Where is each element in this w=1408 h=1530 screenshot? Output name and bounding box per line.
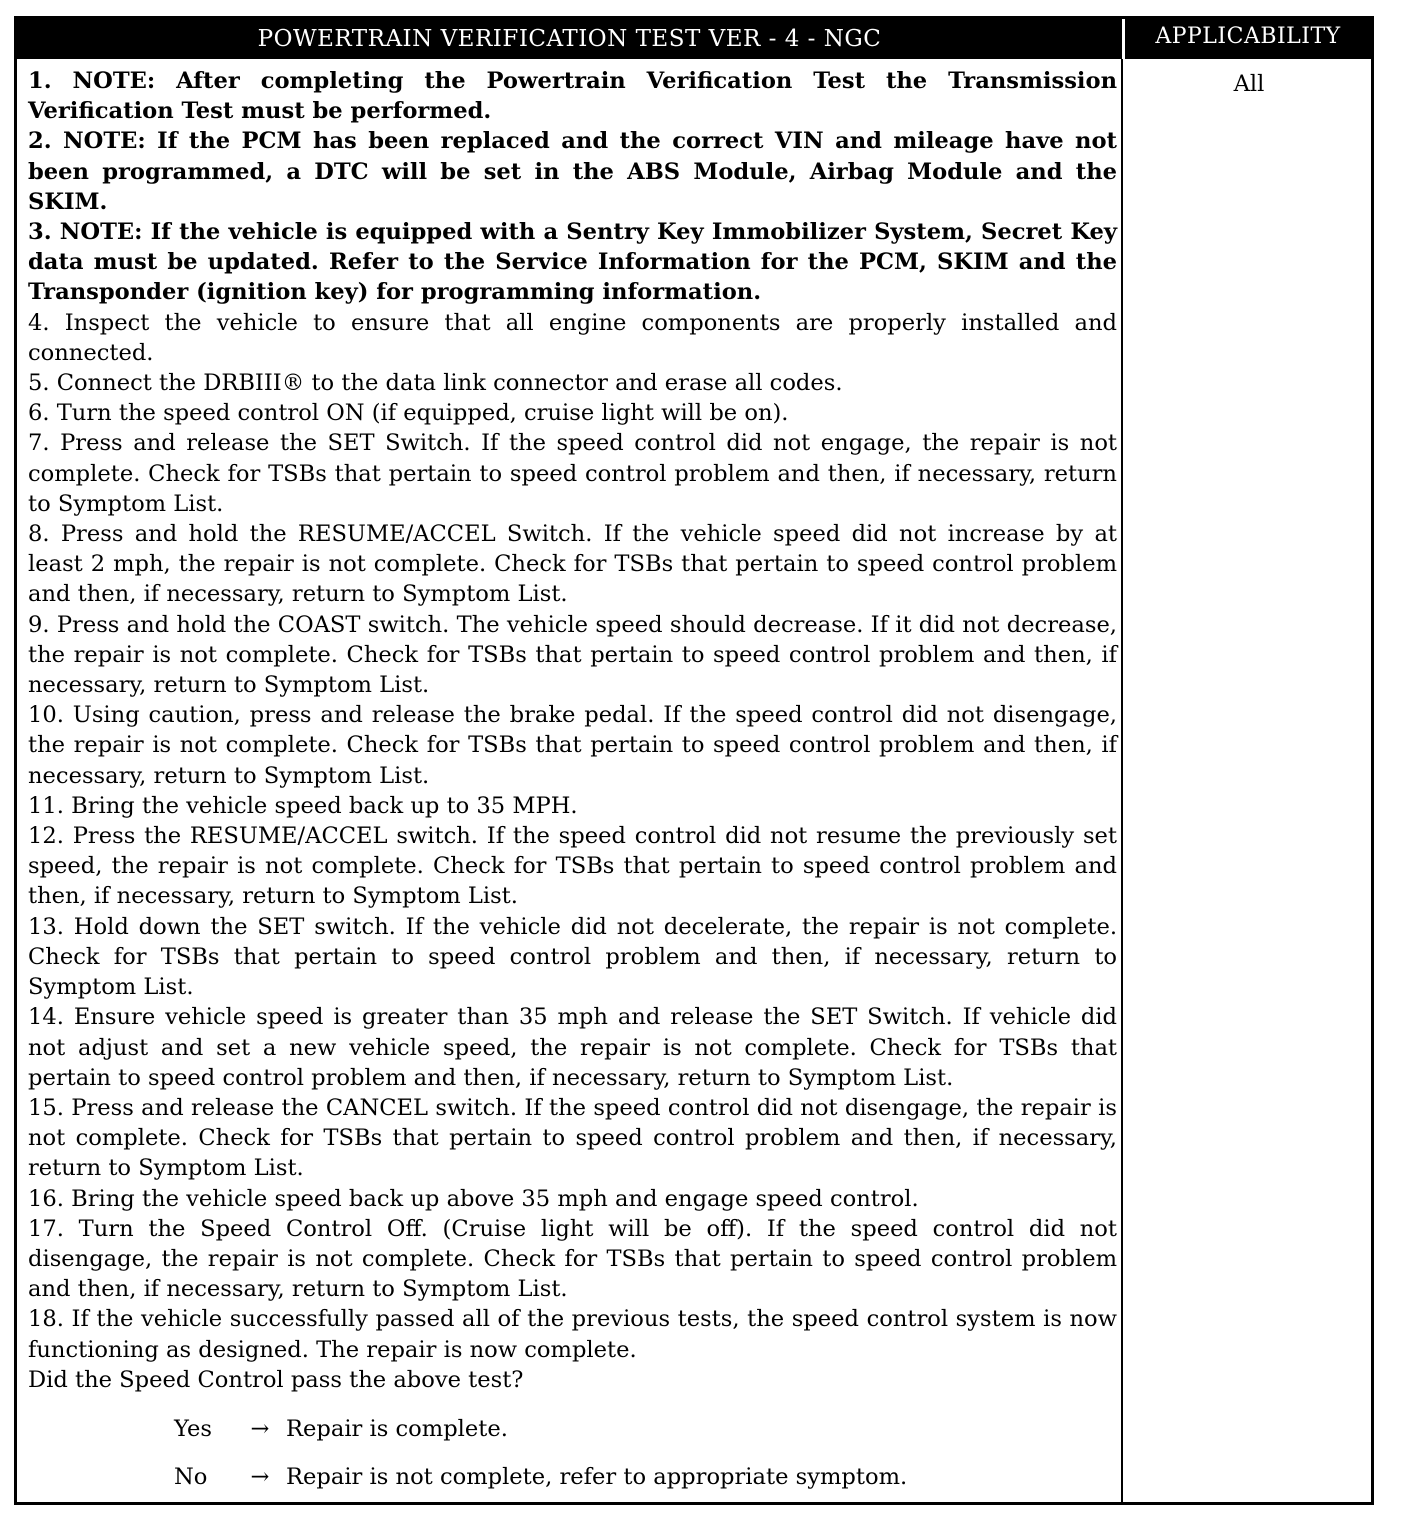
outcome-yes [28, 1405, 1117, 1453]
applicability-header: APPLICABILITY [1122, 19, 1371, 59]
outcome-no [28, 1453, 1117, 1501]
test-question: Did the Speed Control pass the above test? [28, 1366, 524, 1393]
step-list [28, 66, 1117, 1365]
outcome-answer: No [174, 1463, 208, 1490]
test-title: POWERTRAIN VERIFICATION TEST VER - 4 - NGC [257, 26, 882, 52]
column-divider [1121, 59, 1123, 1502]
test-step: 13. Hold down the SET switch. If the vehicle did not decelerate, the repair is not complete. Check for TSBs that pertain to speed control problem and then, if necessary, return to Symptom List. [28, 913, 1117, 1001]
outcome-result: Repair is complete. [286, 1415, 508, 1442]
outcome-result: Repair is not complete, refer to appropriate symptom. [286, 1463, 908, 1490]
test-step: 17. Turn the Speed Control Off. (Cruise light will be off). If the speed control did not disengage, the repair is not complete. Check for TSBs that pertain to speed control problem and then, if necessary, return to Symptom List. [28, 1215, 1117, 1303]
test-step: 16. Bring the vehicle speed back up above 35 mph and engage speed control. [28, 1185, 919, 1212]
table-header [17, 19, 1371, 59]
test-step: 15. Press and release the CANCEL switch. If the speed control did not disengage, the repair is not complete. Check for TSBs that pertain to speed control problem and then, if necessary, return to Symptom List. [28, 1094, 1117, 1182]
test-table [14, 16, 1374, 1505]
test-step: 7. Press and release the SET Switch. If the speed control did not engage, the repair is not complete. Check for TSBs that pertain to speed control problem and then, if necessary, return to Symptom List. [28, 430, 1117, 517]
test-step: 14. Ensure vehicle speed is greater than 35 mph and release the SET Switch. If vehicle did not adjust and set a new vehicle speed, the repair is not complete. Check for TSBs that pertain to speed control problem and then, if necessary, return to Symptom List. [28, 1004, 1117, 1091]
outcome-answer: Yes [174, 1415, 212, 1442]
test-step: 10. Using caution, press and release the brake pedal. If the speed control did not disengage, the repair is not complete. Check for TSBs that pertain to speed control problem and then, if necessary, return to Symptom List. [28, 702, 1117, 789]
test-steps [28, 66, 1117, 1501]
outcome-list [28, 1405, 1117, 1501]
test-step: 5. Connect the DRBIII® to the data link connector and erase all codes. [28, 370, 843, 397]
test-step: 11. Bring the vehicle speed back up to 35 MPH. [28, 792, 578, 819]
test-step: 1. NOTE: After completing the Powertrain Verification Test the Transmission Verification Test must be performed. [28, 68, 1117, 125]
right-arrow-icon: → [250, 1463, 270, 1490]
test-step: 18. If the vehicle successfully passed all of the previous tests, the speed control system is now functioning as designed. The repair is now complete. [28, 1306, 1117, 1363]
test-step: 9. Press and hold the COAST switch. The vehicle speed should decrease. If it did not decrease, the repair is not complete. Check for TSBs that pertain to speed control problem and then, if necessary, return to Symptom List. [28, 611, 1117, 699]
applicability-value: All [1233, 71, 1265, 97]
test-step: 3. NOTE: If the vehicle is equipped with a Sentry Key Immobilizer System, Secret Key data must be updated. Refer to the Service Information for the PCM, SKIM and the Transponder (ignition key) for programming information. [28, 219, 1117, 306]
right-arrow-icon: → [250, 1415, 270, 1442]
test-step: 2. NOTE: If the PCM has been replaced and the correct VIN and mileage have not been programmed, a DTC will be set in the ABS Module, Airbag Module and the SKIM. [28, 128, 1117, 215]
test-step: 4. Inspect the vehicle to ensure that all engine components are properly installed and connected. [28, 309, 1117, 366]
test-step: 8. Press and hold the RESUME/ACCEL Switch. If the vehicle speed did not increase by at least 2 mph, the repair is not complete. Check for TSBs that pertain to speed control problem and then, if necessary, return to Symptom List. [28, 521, 1117, 608]
test-step: 6. Turn the speed control ON (if equipped, cruise light will be on). [28, 400, 789, 427]
test-step: 12. Press the RESUME/ACCEL switch. If the speed control did not resume the previously set speed, the repair is not complete. Check for TSBs that pertain to speed control problem and then, if necessary, return to Symptom List. [28, 823, 1117, 910]
